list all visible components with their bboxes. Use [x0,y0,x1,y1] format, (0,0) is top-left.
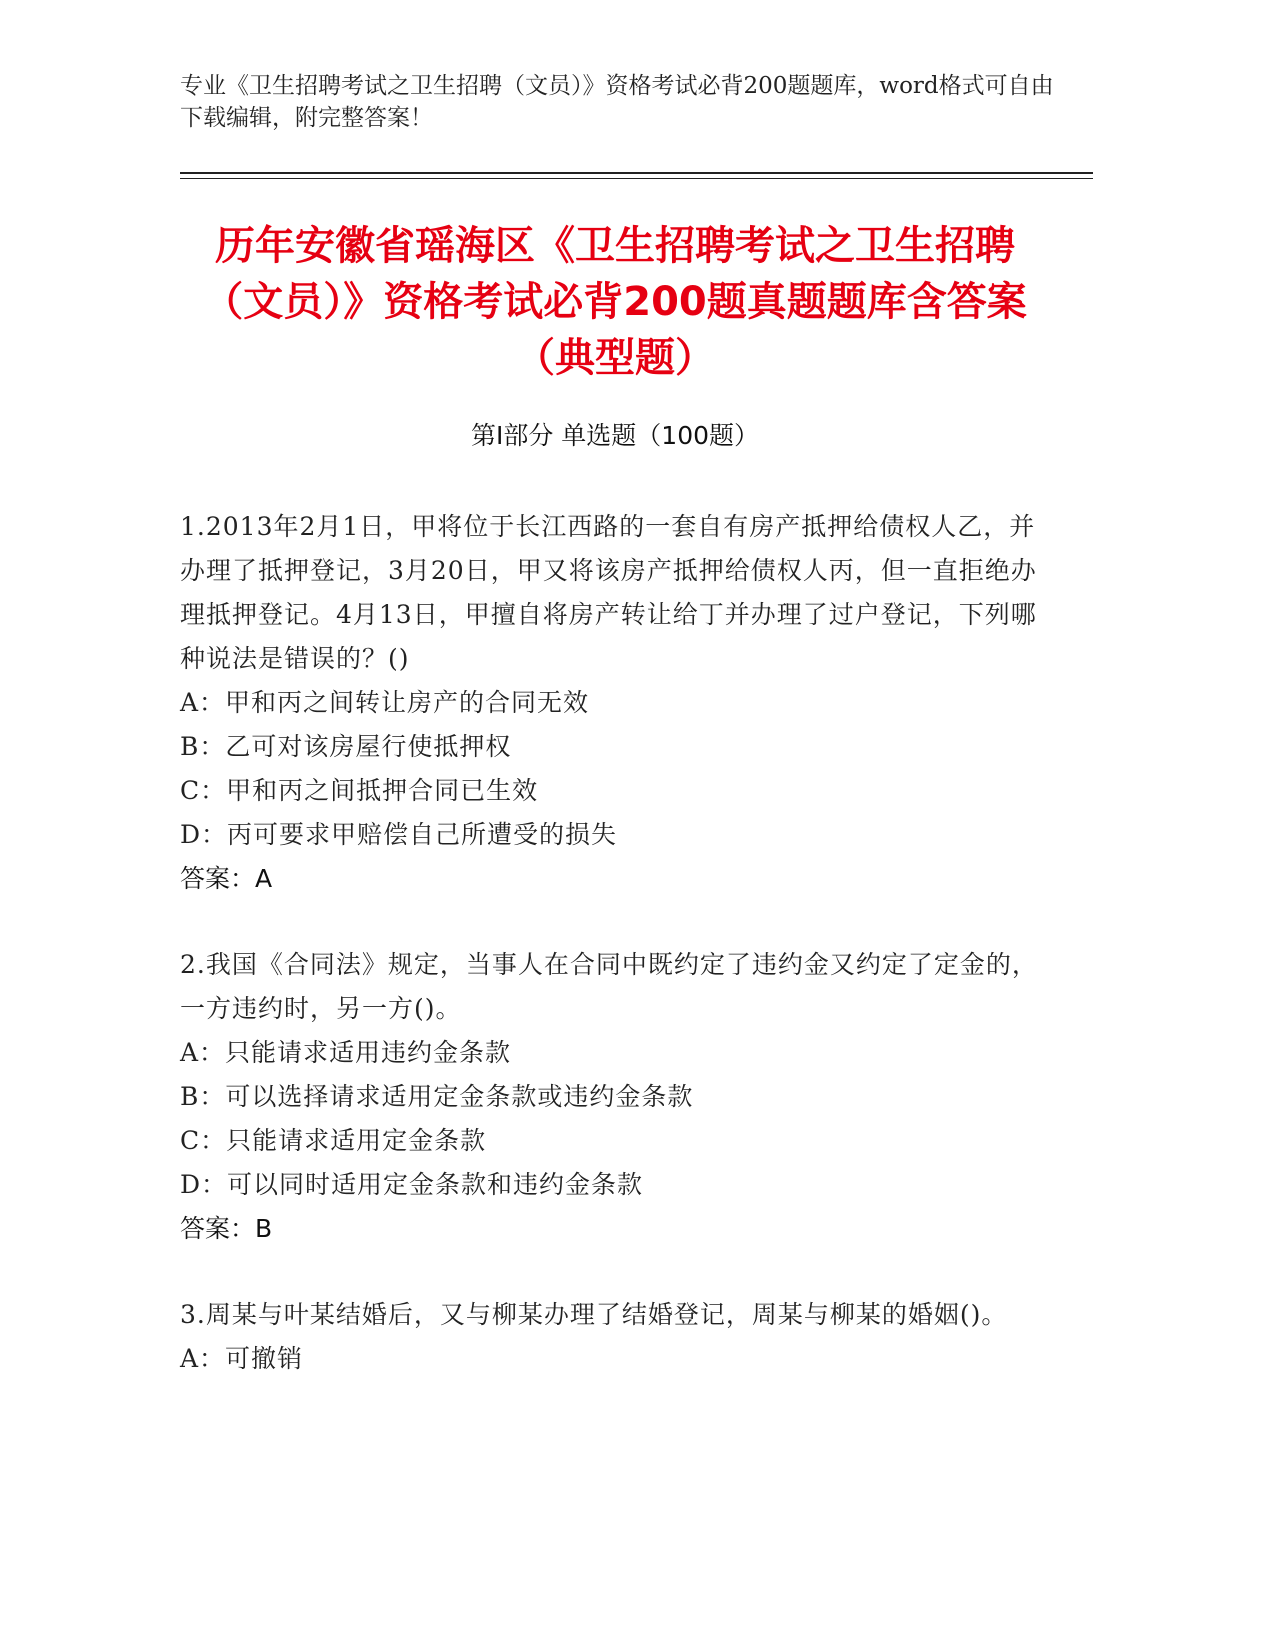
option-d: D：丙可要求甲赔偿自己所遭受的损失 [180,820,618,849]
question-stem: 1.2013年2月1日，甲将位于长江西路的一套自有房产抵押给债权人乙，并办理了抵押登记，3月20日，甲又将该房产抵押给债权人丙，但一直拒绝办理抵押登记。4月13日，甲擅自将房产转让给丁并办理了过户登记，下列哪种说法是错误的？() [180,512,1037,673]
option-d: D：可以同时适用定金条款和违约金条款 [180,1170,644,1199]
question-stem: 2.我国《合同法》规定，当事人在合同中既约定了违约金又约定了定金的，一方违约时，另一方()。 [180,950,1038,1023]
question-1 [180,505,1040,901]
question-3 [180,1293,1040,1381]
answer-label: 答案：A [180,864,273,893]
option-a: A：甲和丙之间转让房产的合同无效 [180,688,590,717]
question-list [180,505,1040,1423]
option-a: A：可撤销 [180,1344,304,1373]
section-title: 第Ⅰ部分 单选题（100题） [470,421,760,450]
option-c: C：甲和丙之间抵押合同已生效 [180,776,539,805]
option-b: B：乙可对该房屋行使抵押权 [180,732,512,761]
option-c: C：只能请求适用定金条款 [180,1126,487,1155]
header-divider-thick [180,172,1093,174]
option-a: A：只能请求适用违约金条款 [180,1038,512,1067]
answer-label: 答案：B [180,1214,273,1243]
question-stem: 3.周某与叶某结婚后，又与柳某办理了结婚登记，周某与柳某的婚姻()。 [180,1300,1008,1329]
header-note: 专业《卫生招聘考试之卫生招聘（文员）》资格考试必背200题题库，word格式可自由下载编辑，附完整答案！ [180,73,1054,131]
document-title: 历年安徽省瑶海区《卫生招聘考试之卫生招聘（文员）》资格考试必背200题真题题库含答案（典型题） [203,223,1027,381]
question-2 [180,943,1040,1251]
header-divider-thin [180,178,1093,179]
option-b: B：可以选择请求适用定金条款或违约金条款 [180,1082,694,1111]
